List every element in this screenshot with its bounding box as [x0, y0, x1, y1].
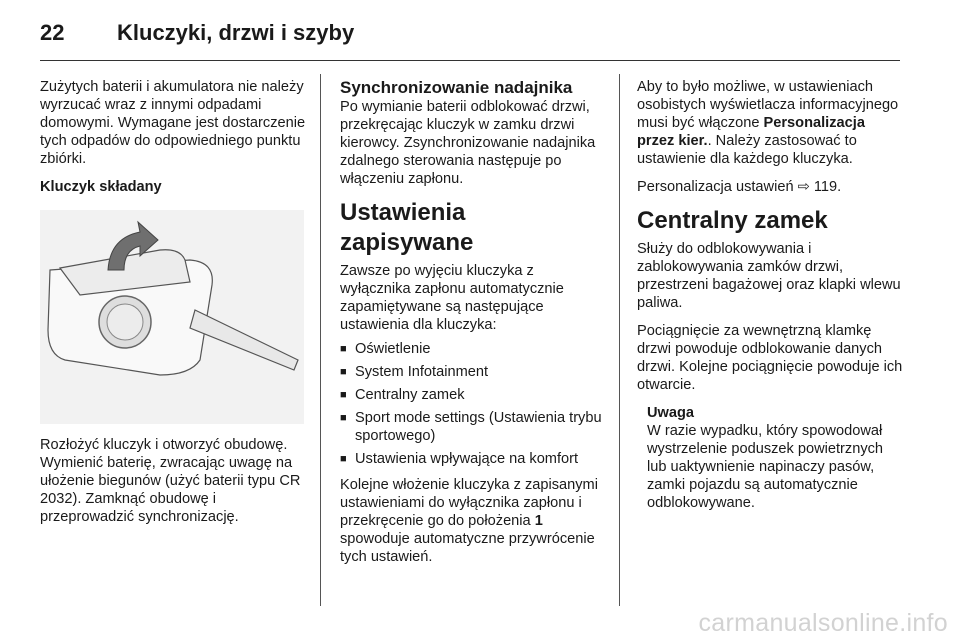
- note-box: [637, 404, 905, 512]
- restore-settings-paragraph: Kolejne włożenie kluczyka z zapisanymi ustawieniami do wyłącznika zapłonu i przekręcenie go do położenia 1 spowoduje automatyczne przywrócenie tych ustawień.: [340, 477, 598, 565]
- header-rule: [40, 60, 900, 61]
- column-divider-1: [320, 74, 321, 606]
- door-handle-paragraph: Pociągnięcie za wewnętrzną klamkę drzwi powoduje odblokowanie danych drzwi. Kolejne pociągnięcie powoduje ich otwarcie.: [637, 323, 903, 393]
- list-item: ■ Centralny zamek: [340, 386, 602, 404]
- column-divider-2: [619, 74, 620, 606]
- watermark: carmanualsonline.info: [698, 609, 948, 637]
- personalization-paragraph: Aby to było możliwe, w ustawieniach osobistych wyświetlacza informacyjnego musi być włączone Personalizacja przez kier.. Należy zastosować to ustawienie dla każdego kluczyka.: [637, 79, 899, 167]
- central-locking-heading: Centralny zamek: [637, 207, 828, 234]
- column-3: [637, 78, 905, 512]
- list-item: ■ Ustawienia wpływające na komfort: [340, 450, 602, 468]
- ignition-position: 1: [534, 513, 543, 529]
- page-title: Kluczyki, drzwi i szyby: [117, 20, 355, 45]
- battery-disposal-paragraph: Zużytych baterii i akumulatora nie należy wyrzucać wraz z innymi odpadami domowymi. Wymagane jest dostarczenie tych odpadów do odpowiedniego punktu zbiórki.: [40, 79, 306, 167]
- central-locking-paragraph: Służy do odblokowywania i zablokowywania zamków drzwi, przestrzeni bagażowej oraz klapki wlewu paliwa.: [637, 241, 901, 311]
- note-text: W razie wypadku, który spowodował wystrzelenie poduszek powietrznych lub uaktywnienie napinaczy pasów, zamki pojazdu są automatycznie odblokowywane.: [647, 423, 884, 511]
- list-item: ■ System Infotainment: [340, 363, 602, 381]
- personalization-reference: Personalizacja ustawień ⇨ 119.: [637, 179, 842, 195]
- saved-settings-intro: Zawsze po wyjęciu kluczyka z wyłącznika zapłonu automatycznie zapamiętywane są następujące ustawienia dla kluczyka:: [340, 263, 564, 333]
- battery-cell-inner: [107, 304, 143, 340]
- list-item: ■ Oświetlenie: [340, 340, 602, 358]
- personalization-setting-name: Personalizacja przez kier.: [637, 115, 865, 149]
- page-number: 22: [40, 20, 65, 45]
- battery-replacement-paragraph: Rozłożyć kluczyk i otworzyć obudowę. Wymienić baterię, zwracając uwagę na ułożenie biegunów (użyć baterii typu CR 2032). Zamknąć obudowę i przeprowadzić synchronizację.: [40, 437, 301, 525]
- column-1: [40, 78, 308, 536]
- list-item: ■ Sport mode settings (Ustawienia trybu sportowego): [340, 409, 602, 445]
- note-title: Uwaga: [647, 405, 695, 421]
- key-battery-illustration: [40, 210, 304, 424]
- column-2: [340, 78, 602, 576]
- folding-key-heading: Kluczyk składany: [40, 179, 162, 195]
- sync-heading: Synchronizowanie nadajnika: [340, 78, 573, 97]
- saved-settings-heading: Ustawienia zapisywane: [340, 199, 474, 256]
- sync-paragraph: Po wymianie baterii odblokować drzwi, przekręcając kluczyk w zamku drzwi kierowcy. Zsynchronizowanie nadajnika zdalnego sterowania następuje po włączeniu zapłonu.: [340, 99, 596, 187]
- saved-settings-list: [340, 340, 602, 468]
